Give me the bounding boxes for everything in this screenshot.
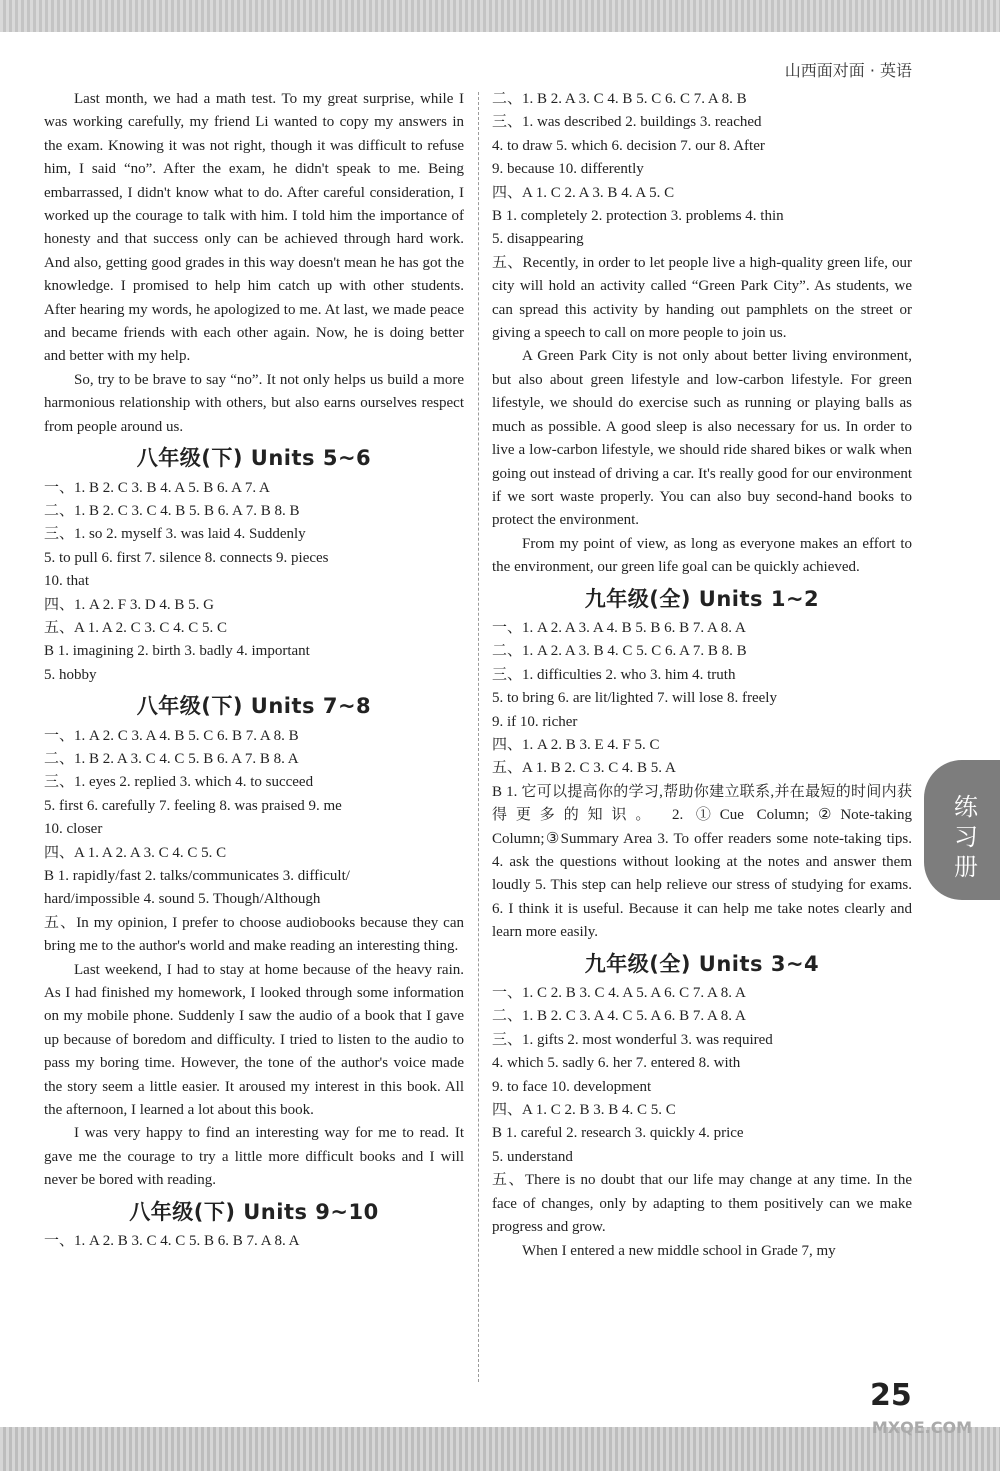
side-tab-label: 练习册: [954, 793, 978, 881]
answer-line: 一、1. A 2. A 3. A 4. B 5. B 6. B 7. A 8. A: [492, 619, 746, 636]
essay-paragraph: 五、In my opinion, I prefer to choose audiobooks because they can bring me to the author's world and make reading an interesting thing.: [44, 914, 464, 955]
answer-line: 一、1. A 2. C 3. A 4. B 5. C 6. B 7. A 8. B: [44, 727, 299, 744]
answer-line: 5. hobby: [44, 666, 97, 683]
section-title: 九年级(全) Units 1~2: [584, 586, 820, 611]
watermark-text: MXQE.COM: [871, 1418, 972, 1437]
answer-line: 9. if 10. richer: [492, 713, 578, 730]
essay-paragraph: When I entered a new middle school in Grade 7, my: [522, 1242, 836, 1259]
answer-line: 5. to pull 6. first 7. silence 8. connects 9. pieces: [44, 549, 329, 566]
answer-line: 二、1. B 2. C 3. C 4. B 5. B 6. A 7. B 8. B: [44, 502, 300, 519]
essay-paragraph: Last weekend, I had to stay at home because of the heavy rain. As I had finished my homework, I looked through some information on my mobile phone. Suddenly I saw the audio of a book that I gave up because of boredom and difficulty. I tried to listen to the audio to pass my boring time. However, the tone of the author's voice made the story seem a little easier. It aroused my interest in this book. All the afternoon, I learned a lot about this book.: [44, 961, 464, 1119]
essay-paragraph: So, try to be brave to say “no”. It not only helps us build a more harmonious relationship with others, but also earns ourselves respect from people around us.: [44, 371, 464, 435]
right-column: [492, 88, 912, 1263]
answer-line: 三、1. eyes 2. replied 3. which 4. to succeed: [44, 774, 314, 791]
answer-line: 三、1. difficulties 2. who 3. him 4. truth: [492, 666, 736, 683]
answer-line: B 1. imagining 2. birth 3. badly 4. important: [44, 643, 310, 660]
answer-line: 4. to draw 5. which 6. decision 7. our 8. After: [492, 137, 765, 154]
answer-line: 二、1. B 2. C 3. A 4. C 5. A 6. B 7. A 8. A: [492, 1008, 746, 1025]
section-title: 八年级(下) Units 9~10: [129, 1199, 379, 1224]
page-number: 25: [870, 1378, 912, 1413]
answer-line: 5. first 6. carefully 7. feeling 8. was praised 9. me: [44, 797, 342, 814]
answer-line: 一、1. C 2. B 3. C 4. A 5. A 6. C 7. A 8. A: [492, 985, 746, 1002]
answer-line: 四、1. A 2. B 3. E 4. F 5. C: [492, 736, 660, 753]
essay-paragraph: I was very happy to find an interesting way for me to read. It gave me the courage to try a little more difficult books and I will never be bored with reading.: [44, 1125, 464, 1189]
essay-paragraph: B 1. 它可以提高你的学习,帮助你建立联系,并在最短的时间内获得更多的知识。 2. ①Cue Column;②Note-taking Column;③Summary Area 3. To offer readers some note-taking tips. 4. ask the questions without looking at the notes and answer them loudly 5. This step can help relieve our stress of studying for exams. 6. I think it is useful. Because it can help me take notes clearly and learn more easily.: [492, 783, 912, 941]
section-title: 八年级(下) Units 7~8: [136, 694, 372, 719]
answer-line: 五、A 1. A 2. C 3. C 4. C 5. C: [44, 619, 227, 636]
answer-line: B 1. careful 2. research 3. quickly 4. price: [492, 1125, 744, 1142]
answer-line: 四、A 1. A 2. A 3. C 4. C 5. C: [44, 844, 227, 861]
answer-line: 三、1. gifts 2. most wonderful 3. was required: [492, 1031, 773, 1048]
answer-line: 4. which 5. sadly 6. her 7. entered 8. with: [492, 1055, 741, 1072]
answer-line: 二、1. A 2. A 3. B 4. C 5. C 6. A 7. B 8. B: [492, 643, 747, 660]
answer-line: 9. to face 10. development: [492, 1078, 652, 1095]
bottom-scan-border: [0, 1427, 1000, 1471]
column-divider: [478, 92, 479, 1382]
answer-line: 5. to bring 6. are lit/lighted 7. will lose 8. freely: [492, 690, 777, 707]
answer-line: 四、1. A 2. F 3. D 4. B 5. G: [44, 596, 215, 613]
answer-line: 三、1. so 2. myself 3. was laid 4. Suddenly: [44, 526, 306, 543]
answer-line: B 1. rapidly/fast 2. talks/communicates 3. difficult/: [44, 868, 350, 884]
essay-paragraph: Last month, we had a math test. To my great surprise, while I was working carefully, my friend Li wanted to copy my answers in the exam. Knowing it was not right, though it was difficult to refuse him, I said “no”. After the exam, he didn't speak to me. Being embarrassed, I didn't know what to do. After careful consideration, I worked up the courage to talk with him. I told him the importance of honesty and that success only can be achieved through hard work. And also, getting good grades in this way doesn't mean he has got the knowledge. I promised to help him catch up with other students. After hearing my words, he apologized to me. At last, we made peace and became friends with each other again. Now, he is doing better and better with my help.: [44, 91, 464, 365]
answer-line: 四、A 1. C 2. B 3. B 4. C 5. C: [492, 1102, 676, 1119]
essay-paragraph: 五、There is no doubt that our life may change at any time. In the face of changes, only by adapting to them positively can we make progress and grow.: [492, 1172, 912, 1236]
essay-paragraph: From my point of view, as long as everyone makes an effort to the environment, our green life goal can be quickly achieved.: [492, 535, 912, 576]
section-title: 八年级(下) Units 5~6: [136, 446, 372, 471]
answer-line: 10. that: [44, 573, 89, 590]
essay-paragraph: 五、Recently, in order to let people live a high-quality green life, our city will hold an activity called “Green Park City”. As students, we can spread this activity by handing out pamphlets on the street or giving a speech to call on more people to join us.: [492, 254, 912, 342]
answer-line: 三、1. was described 2. buildings 3. reached: [492, 114, 762, 131]
answer-line: 5. understand: [492, 1148, 573, 1165]
answer-line: 一、1. A 2. B 3. C 4. C 5. B 6. B 7. A 8. A: [44, 1233, 300, 1250]
section-title: 九年级(全) Units 3~4: [584, 951, 820, 976]
essay-paragraph: A Green Park City is not only about better living environment, but also about green lifestyle and low-carbon lifestyle. For green lifestyle, we should do exercise such as running or playing balls as much as possible. A good sleep is also necessary for us. In order to live a low-carbon lifestyle, we should ride shared bikes or walk when going out instead of driving a car. It's really good for our environment if we sort waste properly. You can also buy second-hand books to protect the environment.: [492, 348, 912, 529]
header-title: 山西面对面 · 英语: [784, 61, 912, 80]
answer-line: B 1. completely 2. protection 3. problems 4. thin: [492, 208, 784, 225]
left-column: [44, 88, 464, 1254]
answer-line: 5. disappearing: [492, 231, 584, 248]
answer-line: 9. because 10. differently: [492, 161, 644, 178]
answer-line: 二、1. B 2. A 3. C 4. C 5. B 6. A 7. B 8. A: [44, 750, 299, 767]
answer-line: 五、A 1. B 2. C 3. C 4. B 5. A: [492, 760, 676, 777]
answer-line: 10. closer: [44, 821, 103, 838]
top-scan-border: [0, 0, 1000, 32]
answer-line: 二、1. B 2. A 3. C 4. B 5. C 6. C 7. A 8. B: [492, 91, 747, 107]
answer-line: 四、A 1. C 2. A 3. B 4. A 5. C: [492, 184, 675, 201]
answer-line: 一、1. B 2. C 3. B 4. A 5. B 6. A 7. A: [44, 479, 270, 496]
answer-line: hard/impossible 4. sound 5. Though/Although: [44, 891, 321, 908]
